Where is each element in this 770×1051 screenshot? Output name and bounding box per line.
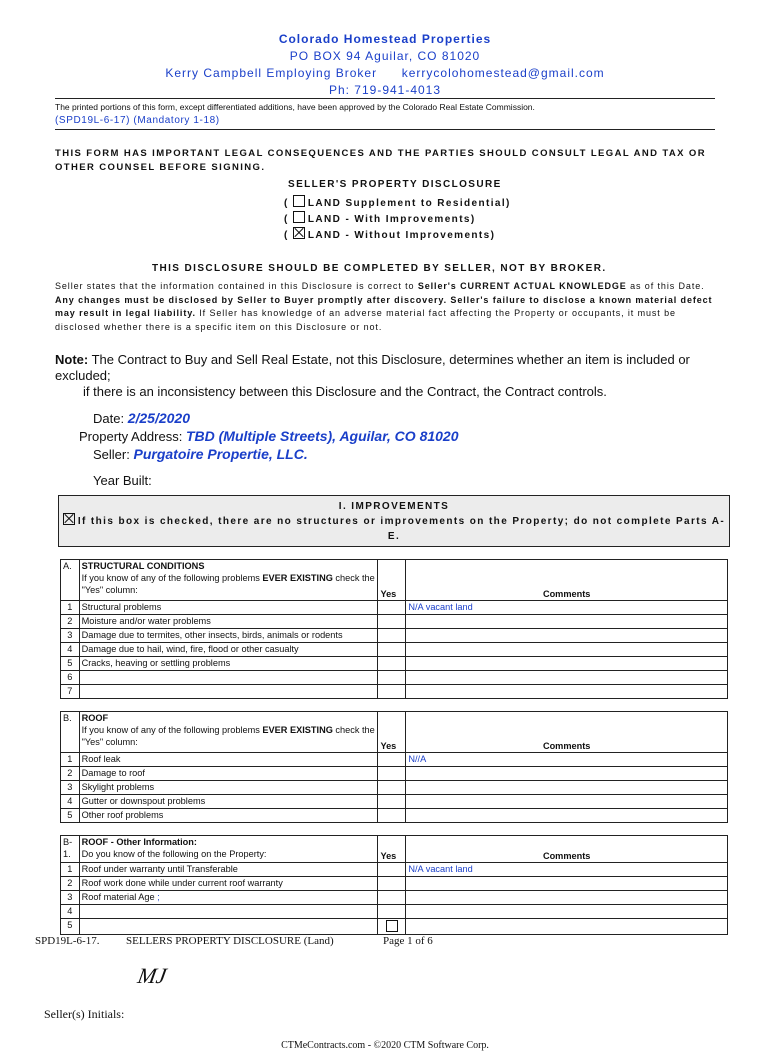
checkbox-unchecked-icon[interactable] bbox=[293, 211, 305, 223]
row-label: Moisture and/or water problems bbox=[79, 615, 378, 629]
comment-cell[interactable] bbox=[406, 905, 728, 919]
row-number: 1 bbox=[61, 753, 80, 767]
comment-cell[interactable] bbox=[406, 919, 728, 935]
yes-cell[interactable] bbox=[378, 809, 406, 823]
row-number: 4 bbox=[61, 643, 80, 657]
copyright: CTMeContracts.com - ©2020 CTM Software Corp. bbox=[281, 1040, 489, 1051]
approval-text: The printed portions of this form, except differentiated additions, have been approved by the Colorado Real Estate Commission. bbox=[55, 102, 535, 112]
yes-cell[interactable] bbox=[378, 643, 406, 657]
table-row bbox=[61, 905, 728, 919]
yes-header: Yes bbox=[378, 836, 406, 863]
row-number: 7 bbox=[61, 685, 80, 699]
row-number: 3 bbox=[61, 781, 80, 795]
yes-cell[interactable] bbox=[378, 615, 406, 629]
checkbox-unchecked-icon[interactable] bbox=[386, 920, 398, 932]
yes-cell[interactable] bbox=[378, 877, 406, 891]
row-number: 5 bbox=[61, 657, 80, 671]
row-number: 1 bbox=[61, 863, 80, 877]
table-row bbox=[61, 629, 728, 643]
broker-phone: Ph: 719-941-4013 bbox=[328, 83, 442, 97]
row-label: Damage due to termites, other insects, birds, animals or rodents bbox=[79, 629, 378, 643]
improvements-heading: I. IMPROVEMENTS bbox=[338, 501, 450, 512]
row-number: 2 bbox=[61, 615, 80, 629]
row-label bbox=[79, 905, 378, 919]
company-address: PO BOX 94 Aguilar, CO 81020 bbox=[289, 49, 481, 63]
comments-header: Comments bbox=[406, 560, 728, 601]
broker-email: kerrycolohomestead@gmail.com bbox=[401, 66, 605, 80]
section-header: STRUCTURAL CONDITIONS If you know of any of the following problems EVER EXISTING check the "Yes" column: bbox=[79, 560, 378, 601]
row-number: 2 bbox=[61, 767, 80, 781]
disclosure-paragraph: Seller states that the information contained in this Disclosure is correct to Seller's CURRENT ACTUAL KNOWLEDGE as of this Date. Any changes must be disclosed by Seller to Buyer promptly after discovery. Seller's failure to disclose a known material defect may result in legal liability. If Seller has knowledge of an adverse material fact affecting the Property or occupants, it must be disclosed whether there is a specific item on this Disclosure or not. bbox=[55, 281, 713, 332]
notice-divider bbox=[55, 129, 715, 130]
row-label: Roof material Age ; bbox=[79, 891, 378, 905]
row-label: Other roof problems bbox=[79, 809, 378, 823]
row-label: Structural problems bbox=[79, 601, 378, 615]
yes-cell[interactable] bbox=[378, 891, 406, 905]
initials-signature[interactable]: MJ bbox=[135, 963, 169, 988]
footer-title: SELLERS PROPERTY DISCLOSURE (Land) bbox=[126, 935, 334, 947]
checkbox-checked-icon[interactable] bbox=[63, 513, 75, 525]
comment-cell[interactable] bbox=[406, 795, 728, 809]
option-with-improvements[interactable]: ( LAND - With Improvements) bbox=[284, 211, 476, 225]
option-supplement[interactable]: ( LAND Supplement to Residential) bbox=[284, 195, 511, 209]
yes-cell[interactable] bbox=[378, 685, 406, 699]
section-a-table bbox=[60, 559, 728, 699]
row-label: Roof under warranty until Transferable bbox=[79, 863, 378, 877]
comment-cell[interactable] bbox=[406, 671, 728, 685]
row-label bbox=[79, 671, 378, 685]
row-label bbox=[79, 919, 378, 935]
section-letter: B. bbox=[61, 712, 80, 753]
table-row bbox=[61, 657, 728, 671]
comment-cell[interactable] bbox=[406, 891, 728, 905]
yes-cell[interactable] bbox=[378, 767, 406, 781]
table-row bbox=[61, 877, 728, 891]
row-label: Cracks, heaving or settling problems bbox=[79, 657, 378, 671]
row-number: 3 bbox=[61, 891, 80, 905]
section-letter: B-1. bbox=[61, 836, 80, 863]
footer-code: SPD19L-6-17. bbox=[35, 935, 100, 947]
company-name: Colorado Homestead Properties bbox=[278, 32, 492, 46]
note-block: Note: The Contract to Buy and Sell Real Estate, not this Disclosure, determines whether an item is included or excluded; if there is an inconsistency between this Disclosure and the Contract, the Contract controls. bbox=[55, 352, 690, 399]
table-row bbox=[61, 781, 728, 795]
header-divider bbox=[55, 98, 715, 99]
improvements-box bbox=[58, 495, 730, 547]
comment-cell[interactable] bbox=[406, 657, 728, 671]
table-row bbox=[61, 767, 728, 781]
comment-cell[interactable] bbox=[406, 781, 728, 795]
row-number: 5 bbox=[61, 809, 80, 823]
comment-cell[interactable] bbox=[406, 643, 728, 657]
table-row bbox=[61, 685, 728, 699]
yes-header: Yes bbox=[378, 712, 406, 753]
table-row bbox=[61, 615, 728, 629]
yes-cell[interactable] bbox=[378, 629, 406, 643]
section-header: ROOF - Other Information: Do you know of the following on the Property: bbox=[79, 836, 378, 863]
yes-header: Yes bbox=[378, 560, 406, 601]
table-row bbox=[61, 643, 728, 657]
row-number: 5 bbox=[61, 919, 80, 935]
form-code: (SPD19L-6-17) (Mandatory 1-18) bbox=[55, 115, 220, 126]
initials-label: Seller(s) Initials: bbox=[44, 1007, 125, 1021]
yes-cell[interactable] bbox=[378, 795, 406, 809]
yes-cell[interactable] bbox=[378, 905, 406, 919]
row-label: Damage due to hail, wind, fire, flood or other casualty bbox=[79, 643, 378, 657]
comment-cell[interactable] bbox=[406, 809, 728, 823]
row-number: 4 bbox=[61, 905, 80, 919]
note-label: Note: bbox=[55, 352, 89, 367]
table-row bbox=[61, 891, 728, 905]
row-label: Roof leak bbox=[79, 753, 378, 767]
comment-cell[interactable] bbox=[406, 685, 728, 699]
row-label: Gutter or downspout problems bbox=[79, 795, 378, 809]
table-row bbox=[61, 671, 728, 685]
yes-cell[interactable] bbox=[378, 753, 406, 767]
yes-cell[interactable] bbox=[378, 671, 406, 685]
comment-cell[interactable]: N/A vacant land bbox=[406, 601, 728, 615]
row-number: 6 bbox=[61, 671, 80, 685]
comment-cell[interactable] bbox=[406, 629, 728, 643]
row-label: Skylight problems bbox=[79, 781, 378, 795]
table-row bbox=[61, 863, 728, 877]
section-b1-table bbox=[60, 835, 728, 935]
row-number: 2 bbox=[61, 877, 80, 891]
page-number: Page 1 of 6 bbox=[383, 935, 433, 947]
yes-cell[interactable] bbox=[378, 601, 406, 615]
disclosure-heading: THIS DISCLOSURE SHOULD BE COMPLETED BY SELLER, NOT BY BROKER. bbox=[152, 263, 607, 274]
comment-cell[interactable] bbox=[406, 767, 728, 781]
seller-field[interactable]: Seller: Purgatoire Propertie, LLC. bbox=[93, 446, 308, 462]
date-field[interactable]: Date: 2/25/2020 bbox=[93, 410, 190, 426]
seller-value: Purgatoire Propertie, LLC. bbox=[133, 446, 308, 462]
yes-cell[interactable] bbox=[378, 781, 406, 795]
comments-header: Comments bbox=[406, 836, 728, 863]
address-value: TBD (Multiple Streets), Aguilar, CO 81020 bbox=[185, 428, 459, 444]
checkbox-unchecked-icon[interactable] bbox=[293, 195, 305, 207]
comment-cell[interactable]: N/A vacant land bbox=[406, 863, 728, 877]
comments-header: Comments bbox=[406, 712, 728, 753]
section-b-table bbox=[60, 711, 728, 823]
row-number: 4 bbox=[61, 795, 80, 809]
table-row bbox=[61, 601, 728, 615]
table-row bbox=[61, 919, 728, 935]
table-row bbox=[61, 795, 728, 809]
yes-cell[interactable] bbox=[378, 863, 406, 877]
broker-name: Kerry Campbell Employing Broker bbox=[165, 66, 378, 80]
table-row bbox=[61, 809, 728, 823]
comment-cell[interactable] bbox=[406, 615, 728, 629]
comment-cell[interactable] bbox=[406, 877, 728, 891]
row-number: 3 bbox=[61, 629, 80, 643]
row-label: Roof work done while under current roof warranty bbox=[79, 877, 378, 891]
comment-cell[interactable]: N//A bbox=[406, 753, 728, 767]
yes-cell[interactable] bbox=[378, 919, 406, 935]
broker-line bbox=[0, 66, 770, 80]
option-without-improvements[interactable]: ( LAND - Without Improvements) bbox=[284, 227, 495, 241]
legal-warning: THIS FORM HAS IMPORTANT LEGAL CONSEQUENCES AND THE PARTIES SHOULD CONSULT LEGAL AND TAX OR OTHER COUNSEL BEFORE SIGNING. bbox=[55, 148, 706, 173]
section-header: ROOF If you know of any of the following problems EVER EXISTING check the "Yes" column: bbox=[79, 712, 378, 753]
improvements-check[interactable]: If this box is checked, there are no structures or improvements on the Property; do not complete Parts A-E. bbox=[59, 513, 729, 544]
section-letter: A. bbox=[61, 560, 80, 601]
table-row bbox=[61, 753, 728, 767]
checkbox-checked-icon[interactable] bbox=[293, 227, 305, 239]
date-value: 2/25/2020 bbox=[127, 410, 190, 426]
row-number: 1 bbox=[61, 601, 80, 615]
row-label: Damage to roof bbox=[79, 767, 378, 781]
form-title: SELLER'S PROPERTY DISCLOSURE bbox=[288, 179, 502, 190]
property-address-field[interactable]: Property Address: TBD (Multiple Streets), Aguilar, CO 81020 bbox=[79, 428, 459, 444]
row-label bbox=[79, 685, 378, 699]
yes-cell[interactable] bbox=[378, 657, 406, 671]
year-built-field[interactable]: Year Built: bbox=[93, 473, 152, 488]
